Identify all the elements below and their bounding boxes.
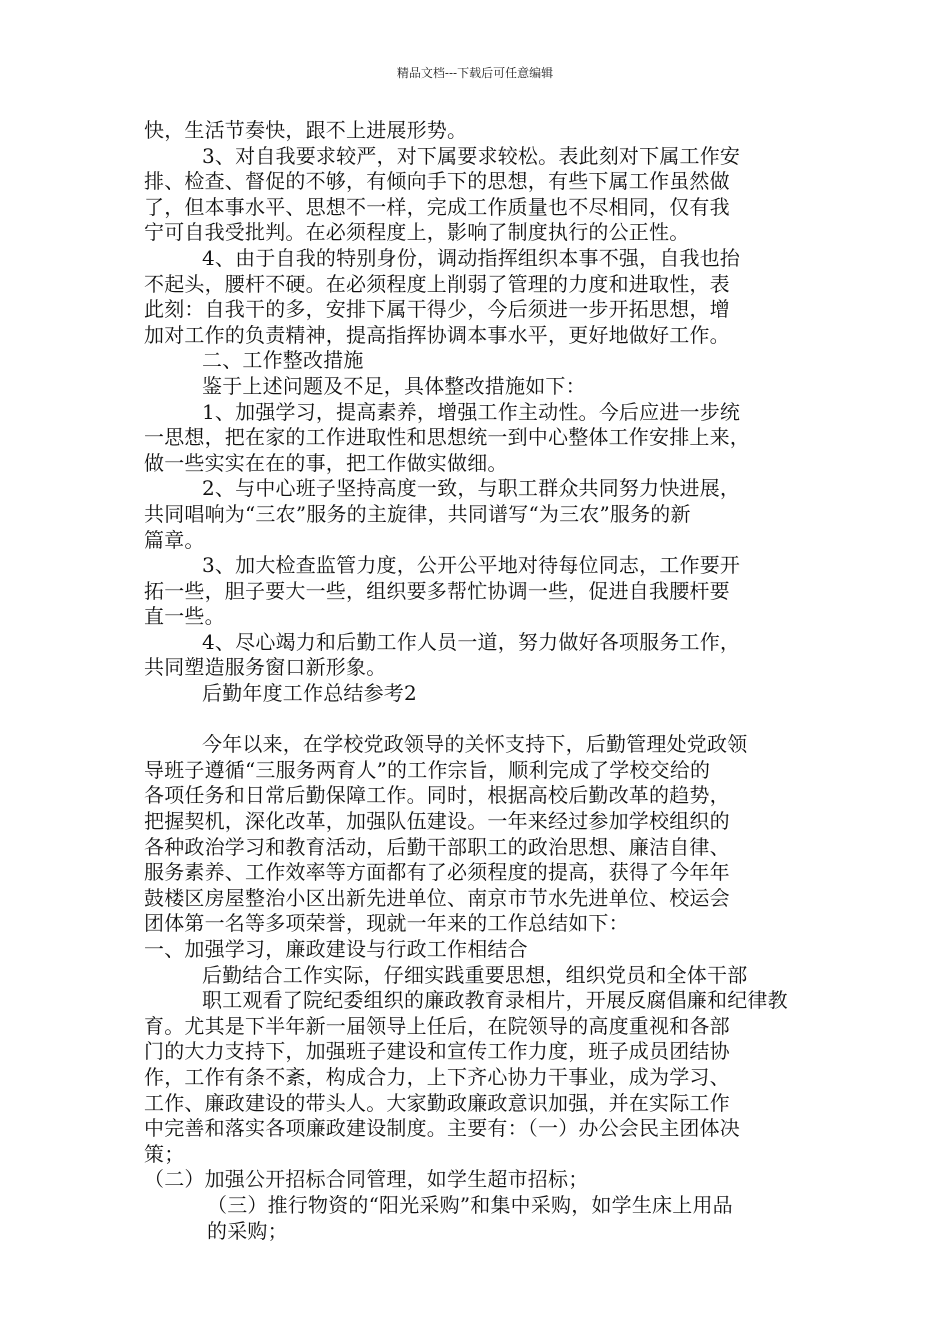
section-heading: 后勤结合工作实际，仔细实践重要思想，组织党员和全体干部 [202,962,748,987]
page-header: 精品文档---下载后可任意编辑 [396,66,554,80]
text-line: 宁可自我受批判。在必须程度上，影响了制度执行的公正性。 [144,220,690,245]
text-line: 鉴于上述问题及不足，具体整改措施如下： [202,373,586,398]
text-line: 中完善和落实各项廉政建设制度。主要有：（一）办公会民主团体决 [144,1116,740,1141]
document-body [144,118,812,1270]
text-line: 快，生活节奏快，跟不上进展形势。 [144,118,468,142]
text-line: 1、加强学习，提高素养，增强工作主动性。今后应进一步统 [202,399,741,424]
text-line: 把握契机，深化改革，加强队伍建设。一年来经过参加学校组织的 [144,809,730,834]
text-line [144,1244,812,1270]
text-line: 4、尽心竭力和后勤工作人员一道，努力做好各项服务工作， [202,629,741,654]
text-line: 拓一些，胆子要大一些，组织要多帮忙协调一些，促进自我腰杆要 [144,578,730,603]
text-line: 鼓楼区房屋整治小区出新先进单位、南京市节水先进单位、校运会 [144,885,730,910]
text-line: 篇章。 [144,527,205,552]
text-line: 直一些。 [144,604,225,629]
text-line: 职工观看了院纪委组织的廉政教育录相片，开展反腐倡廉和纪律教 [202,988,788,1013]
text-line: 了，但本事水平、思想不一样，完成工作质量也不尽相同，仅有我 [144,194,730,219]
text-line: （三）推行物资的“阳光采购”和集中采购，如学生床上用品 [207,1192,733,1217]
text-line: 不起头，腰杆不硬。在必须程度上削弱了管理的力度和进取性，表 [144,271,730,296]
text-line: 策； [144,1141,185,1166]
text-line: 的采购； [207,1218,288,1243]
text-line: 排、检查、督促的不够，有倾向手下的思想，有些下属工作虽然做 [144,169,730,194]
text-line: 一思想，把在家的工作进取性和思想统一到中心整体工作安排上来， [144,425,750,450]
text-line: 4、由于自我的特别身份，调动指挥组织本事不强，自我也抬 [202,245,741,270]
text-line: 工作、廉政建设的带头人。大家勤政廉政意识加强，并在实际工作 [144,1090,730,1115]
text-line: 门的大力支持下，加强班子建设和宣传工作力度，班子成员团结协 [144,1039,730,1064]
text-line: 2、与中心班子坚持高度一致，与职工群众共同努力快进展， [202,476,741,501]
text-line: 各种政治学习和教育活动，后勤干部职工的政治思想、廉洁自律、 [144,834,730,859]
text-line: 育。尤其是下半年新一届领导上任后，在院领导的高度重视和各部 [144,1013,730,1038]
text-line: 一、加强学习，廉政建设与行政工作相结合 [144,937,528,961]
text-line: （二）加强公开招标合同管理，如学生超市招标； [144,1167,589,1192]
text-line: 团体第一名等多项荣誉，现就一年来的工作总结如下： [144,911,629,936]
text-line: 共同塑造服务窗口新形象。 [144,655,387,680]
text-line: 此刻：自我干的多，安排下属干得少，今后须进一步开拓思想，增 [144,297,730,322]
document-subtitle: 后勤年度工作总结参考2 [202,681,417,706]
text-line: 作，工作有条不紊，构成合力，上下齐心协力干事业，成为学习、 [144,1064,730,1089]
text-line: 3、加大检查监管力度，公开公平地对待每位同志，工作要开 [202,553,741,578]
text-line: 服务素养、工作效率等方面都有了必须程度的提高，获得了今年年 [144,860,730,885]
text-line: 共同唱响为“三农”服务的主旋律，共同谱写“为三农”服务的新 [144,501,691,526]
section-heading: 二、工作整改措施 [202,348,364,373]
text-line: 导班子遵循“三服务两育人”的工作宗旨，顺利完成了学校交给的 [144,757,711,782]
text-line: 做一些实实在在的事，把工作做实做细。 [144,450,508,475]
text-line: 3、对自我要求较严，对下属要求较松。表此刻对下属工作安 [202,143,741,168]
text-line: 今年以来，在学校党政领导的关怀支持下，后勤管理处党政领 [202,732,748,757]
text-line: 各项任务和日常后勤保障工作。同时，根据高校后勤改革的趋势， [144,783,730,808]
blank-line [144,707,812,733]
text-line: 加对工作的负责精神，提高指挥协调本事水平，更好地做好工作。 [144,322,730,347]
